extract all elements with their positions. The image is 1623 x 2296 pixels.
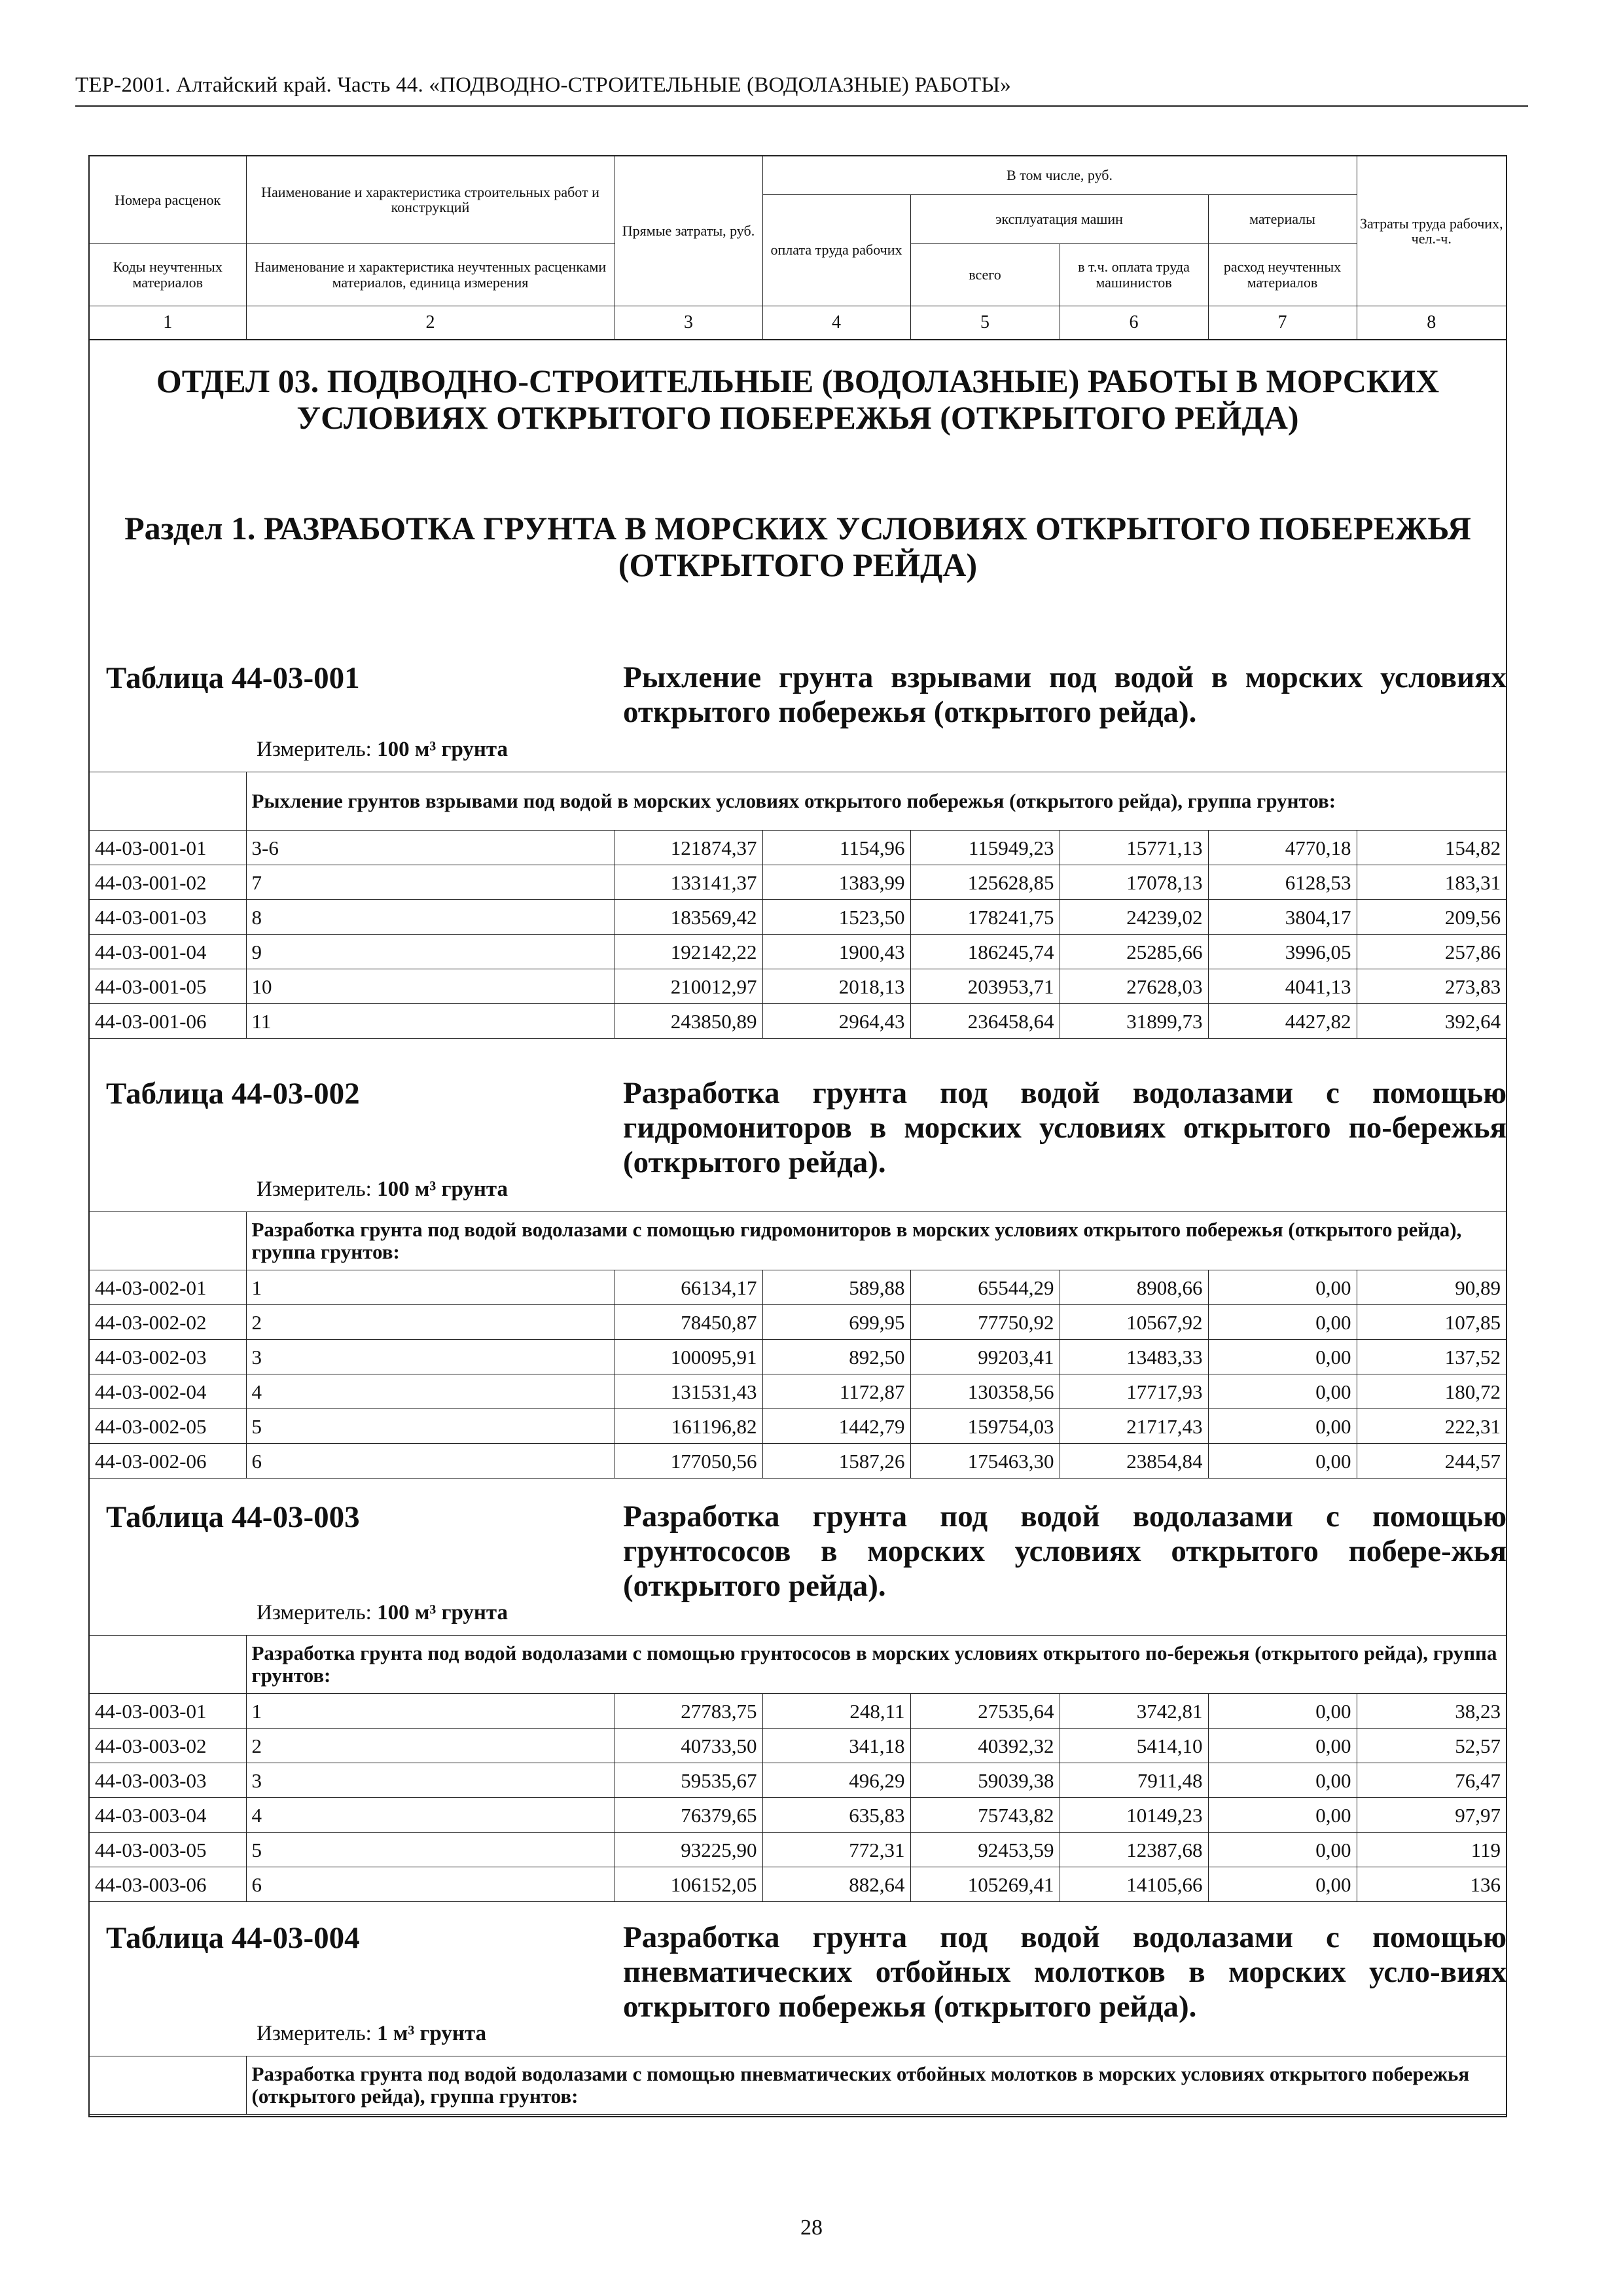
col-labor-costs: Затраты труда рабочих, чел.-ч.: [1357, 156, 1506, 306]
meter-value: 1 м³ грунта: [377, 2022, 487, 2045]
col-direct-costs: Прямые затраты, руб.: [615, 156, 762, 306]
soil-group-cell: 3: [246, 1340, 615, 1374]
value-cell: 137,52: [1357, 1340, 1506, 1374]
rate-code-cell: 44-03-003-05: [90, 1833, 246, 1867]
value-cell: 1154,96: [762, 831, 910, 865]
table-row: [90, 1305, 1506, 1340]
rate-code-cell: 44-03-003-04: [90, 1798, 246, 1833]
otdel-title: ОТДЕЛ 03. ПОДВОДНО-СТРОИТЕЛЬНЫЕ (ВОДОЛАЗНЫЕ) РАБОТЫ В МОРСКИХ УСЛОВИЯХ ОТКРЫТОГО ПОБЕРЕЖЬЯ (ОТКРЫТОГО РЕЙДА): [156, 363, 1440, 436]
price-table-frame: [88, 155, 1507, 2117]
value-cell: 177050,56: [615, 1444, 762, 1479]
value-cell: 1587,26: [762, 1444, 910, 1479]
rate-rows-table: [90, 1211, 1506, 1479]
value-cell: 273,83: [1357, 969, 1506, 1004]
value-cell: 131531,43: [615, 1374, 762, 1409]
value-cell: 0,00: [1208, 1444, 1357, 1479]
rate-code-cell: 44-03-002-04: [90, 1374, 246, 1409]
value-cell: 8908,66: [1060, 1270, 1208, 1305]
value-cell: 0,00: [1208, 1798, 1357, 1833]
col-materials: материалы: [1208, 194, 1357, 243]
col-number: 5: [910, 306, 1060, 340]
soil-group-cell: 2: [246, 1305, 615, 1340]
value-cell: 25285,66: [1060, 935, 1208, 969]
value-cell: 40392,32: [910, 1729, 1060, 1763]
soil-group-cell: 1: [246, 1270, 615, 1305]
table-meter: [257, 1177, 508, 1202]
value-cell: 175463,30: [910, 1444, 1060, 1479]
table-row: [90, 1867, 1506, 1902]
value-cell: 589,88: [762, 1270, 910, 1305]
value-cell: 248,11: [762, 1694, 910, 1729]
description-spacer: [90, 1636, 246, 1694]
table-description: Разработка грунта под водой водолазами с помощью гидромониторов в морских условиях открытого побережья (открытого рейда), группа грунтов:: [246, 1212, 1506, 1270]
table-row: [90, 935, 1506, 969]
col-number: 7: [1208, 306, 1357, 340]
value-cell: 186245,74: [910, 935, 1060, 969]
table-row: [90, 1340, 1506, 1374]
value-cell: 136: [1357, 1867, 1506, 1902]
value-cell: 0,00: [1208, 1763, 1357, 1798]
col-machinist-pay: в т.ч. оплата труда машинистов: [1060, 243, 1208, 306]
value-cell: 92453,59: [910, 1833, 1060, 1867]
value-cell: 10567,92: [1060, 1305, 1208, 1340]
value-cell: 5414,10: [1060, 1729, 1208, 1763]
value-cell: 76379,65: [615, 1798, 762, 1833]
value-cell: 27628,03: [1060, 969, 1208, 1004]
value-cell: 2964,43: [762, 1004, 910, 1039]
table-row: [90, 900, 1506, 935]
rate-code-cell: 44-03-002-01: [90, 1270, 246, 1305]
table-meter: [257, 738, 508, 762]
table-description: Разработка грунта под водой водолазами с помощью пневматических отбойных молотков в морских условиях открытого побережья (открытого рейда), группа грунтов:: [246, 2056, 1506, 2115]
rate-code-cell: 44-03-003-01: [90, 1694, 246, 1729]
value-cell: 13483,33: [1060, 1340, 1208, 1374]
value-cell: 244,57: [1357, 1444, 1506, 1479]
meter-value: 100 м³ грунта: [377, 1601, 508, 1624]
col-including: В том числе, руб.: [762, 156, 1357, 194]
table-title: Разработка грунта под водой водолазами с помощью гидромониторов в морских условиях открытого по-бережья (открытого рейда).: [623, 1076, 1507, 1179]
value-cell: 1172,87: [762, 1374, 910, 1409]
value-cell: 154,82: [1357, 831, 1506, 865]
table-row: [90, 1833, 1506, 1867]
value-cell: 99203,41: [910, 1340, 1060, 1374]
running-header: ТЕР-2001. Алтайский край. Часть 44. «ПОДВОДНО-СТРОИТЕЛЬНЫЕ (ВОДОЛАЗНЫЕ) РАБОТЫ»: [75, 73, 1011, 97]
col-number: 8: [1357, 306, 1506, 340]
col-number: 1: [90, 306, 246, 340]
col-machines: эксплуатация машин: [910, 194, 1208, 243]
table-row: [90, 1694, 1506, 1729]
value-cell: 4041,13: [1208, 969, 1357, 1004]
rate-code-cell: 44-03-002-02: [90, 1305, 246, 1340]
soil-group-cell: 9: [246, 935, 615, 969]
value-cell: 159754,03: [910, 1409, 1060, 1444]
soil-group-cell: 8: [246, 900, 615, 935]
value-cell: 21717,43: [1060, 1409, 1208, 1444]
razdel-title: Раздел 1. РАЗРАБОТКА ГРУНТА В МОРСКИХ УСЛОВИЯХ ОТКРЫТОГО ПОБЕРЕЖЬЯ (ОТКРЫТОГО РЕЙДА): [124, 510, 1471, 583]
value-cell: 0,00: [1208, 1694, 1357, 1729]
value-cell: 52,57: [1357, 1729, 1506, 1763]
value-cell: 882,64: [762, 1867, 910, 1902]
table-description: Рыхление грунтов взрывами под водой в морских условиях открытого побережья (открытого рейда), группа грунтов:: [246, 772, 1506, 831]
value-cell: 10149,23: [1060, 1798, 1208, 1833]
description-spacer: [90, 2056, 246, 2115]
value-cell: 38,23: [1357, 1694, 1506, 1729]
table-description: Разработка грунта под водой водолазами с помощью грунтососов в морских условиях открытого по-бережья (открытого рейда), группа грунтов:: [246, 1636, 1506, 1694]
value-cell: 0,00: [1208, 1374, 1357, 1409]
col-number: 3: [615, 306, 762, 340]
value-cell: 6128,53: [1208, 865, 1357, 900]
meter-label: Измеритель:: [257, 1177, 372, 1201]
rate-code-cell: 44-03-002-03: [90, 1340, 246, 1374]
rate-code-cell: 44-03-003-03: [90, 1763, 246, 1798]
col-work-name: Наименование и характеристика строительных работ и конструкций: [246, 156, 615, 243]
value-cell: 0,00: [1208, 1340, 1357, 1374]
value-cell: 15771,13: [1060, 831, 1208, 865]
rate-code-cell: 44-03-001-03: [90, 900, 246, 935]
value-cell: 699,95: [762, 1305, 910, 1340]
table-row: [90, 1409, 1506, 1444]
table-code: Таблица 44-03-003: [106, 1500, 360, 1534]
value-cell: 178241,75: [910, 900, 1060, 935]
value-cell: 635,83: [762, 1798, 910, 1833]
col-number: 4: [762, 306, 910, 340]
value-cell: 23854,84: [1060, 1444, 1208, 1479]
value-cell: 0,00: [1208, 1305, 1357, 1340]
table-row: [90, 1729, 1506, 1763]
value-cell: 78450,87: [615, 1305, 762, 1340]
value-cell: 7911,48: [1060, 1763, 1208, 1798]
rate-code-cell: 44-03-001-06: [90, 1004, 246, 1039]
value-cell: 59535,67: [615, 1763, 762, 1798]
value-cell: 1383,99: [762, 865, 910, 900]
soil-group-cell: 1: [246, 1694, 615, 1729]
value-cell: 0,00: [1208, 1867, 1357, 1902]
value-cell: 4427,82: [1208, 1004, 1357, 1039]
value-cell: 27535,64: [910, 1694, 1060, 1729]
table-meter: [257, 1601, 508, 1625]
header-rule: [75, 105, 1528, 107]
soil-group-cell: 6: [246, 1867, 615, 1902]
value-cell: 3996,05: [1208, 935, 1357, 969]
value-cell: 77750,92: [910, 1305, 1060, 1340]
value-cell: 93225,90: [615, 1833, 762, 1867]
value-cell: 209,56: [1357, 900, 1506, 935]
value-cell: 161196,82: [615, 1409, 762, 1444]
value-cell: 90,89: [1357, 1270, 1506, 1305]
table-row: [90, 1270, 1506, 1305]
value-cell: 0,00: [1208, 1409, 1357, 1444]
value-cell: 115949,23: [910, 831, 1060, 865]
rate-code-cell: 44-03-001-04: [90, 935, 246, 969]
rate-code-cell: 44-03-001-01: [90, 831, 246, 865]
table-row: [90, 1798, 1506, 1833]
value-cell: 0,00: [1208, 1833, 1357, 1867]
table-meter: [257, 2022, 486, 2046]
rate-rows-table: [90, 1635, 1506, 1902]
value-cell: 892,50: [762, 1340, 910, 1374]
value-cell: 121874,37: [615, 831, 762, 865]
col-rate-numbers: Номера расценок: [90, 156, 246, 243]
rate-rows-table: [90, 772, 1506, 1039]
description-spacer: [90, 772, 246, 831]
table-row: [90, 831, 1506, 865]
meter-label: Измеритель:: [257, 1601, 372, 1624]
value-cell: 243850,89: [615, 1004, 762, 1039]
soil-group-cell: 7: [246, 865, 615, 900]
soil-group-cell: 6: [246, 1444, 615, 1479]
value-cell: 236458,64: [910, 1004, 1060, 1039]
rate-code-cell: 44-03-001-05: [90, 969, 246, 1004]
column-header-table: [90, 156, 1506, 340]
value-cell: 125628,85: [910, 865, 1060, 900]
soil-group-cell: 11: [246, 1004, 615, 1039]
meter-value: 100 м³ грунта: [377, 738, 508, 761]
description-spacer: [90, 1212, 246, 1270]
col-material-name: Наименование и характеристика неучтенных расценками материалов, единица измерения: [246, 243, 615, 306]
value-cell: 3742,81: [1060, 1694, 1208, 1729]
table-row: [90, 1004, 1506, 1039]
table-row: [90, 865, 1506, 900]
rate-rows-table: [90, 2056, 1506, 2115]
value-cell: 17717,93: [1060, 1374, 1208, 1409]
soil-group-cell: 5: [246, 1833, 615, 1867]
value-cell: 31899,73: [1060, 1004, 1208, 1039]
value-cell: 183569,42: [615, 900, 762, 935]
soil-group-cell: 2: [246, 1729, 615, 1763]
value-cell: 75743,82: [910, 1798, 1060, 1833]
rate-code-cell: 44-03-001-02: [90, 865, 246, 900]
value-cell: 4770,18: [1208, 831, 1357, 865]
meter-label: Измеритель:: [257, 738, 372, 761]
value-cell: 105269,41: [910, 1867, 1060, 1902]
value-cell: 0,00: [1208, 1270, 1357, 1305]
table-title: Рыхление грунта взрывами под водой в морских условиях открытого побережья (открытого рейда).: [623, 660, 1507, 729]
value-cell: 1900,43: [762, 935, 910, 969]
col-labor-pay: оплата труда рабочих: [762, 194, 910, 306]
soil-group-cell: 3-6: [246, 831, 615, 865]
col-material-codes: Коды неучтенных материалов: [90, 243, 246, 306]
value-cell: 66134,17: [615, 1270, 762, 1305]
rate-code-cell: 44-03-002-06: [90, 1444, 246, 1479]
value-cell: 59039,38: [910, 1763, 1060, 1798]
value-cell: 183,31: [1357, 865, 1506, 900]
rate-code-cell: 44-03-002-05: [90, 1409, 246, 1444]
value-cell: 203953,71: [910, 969, 1060, 1004]
value-cell: 107,85: [1357, 1305, 1506, 1340]
table-row: [90, 1444, 1506, 1479]
rate-code-cell: 44-03-003-06: [90, 1867, 246, 1902]
value-cell: 119: [1357, 1833, 1506, 1867]
table-title: Разработка грунта под водой водолазами с помощью пневматических отбойных молотков в морских усло-виях открытого побережья (открытого рейда).: [623, 1920, 1507, 2024]
col-number: 6: [1060, 306, 1208, 340]
page-number: 28: [800, 2215, 823, 2240]
value-cell: 496,29: [762, 1763, 910, 1798]
soil-group-cell: 5: [246, 1409, 615, 1444]
value-cell: 222,31: [1357, 1409, 1506, 1444]
value-cell: 106152,05: [615, 1867, 762, 1902]
value-cell: 14105,66: [1060, 1867, 1208, 1902]
soil-group-cell: 10: [246, 969, 615, 1004]
value-cell: 257,86: [1357, 935, 1506, 969]
value-cell: 1523,50: [762, 900, 910, 935]
value-cell: 392,64: [1357, 1004, 1506, 1039]
value-cell: 133141,37: [615, 865, 762, 900]
table-row: [90, 969, 1506, 1004]
value-cell: 24239,02: [1060, 900, 1208, 935]
meter-value: 100 м³ грунта: [377, 1177, 508, 1201]
table-row: [90, 1374, 1506, 1409]
value-cell: 210012,97: [615, 969, 762, 1004]
value-cell: 2018,13: [762, 969, 910, 1004]
value-cell: 65544,29: [910, 1270, 1060, 1305]
table-row: [90, 1763, 1506, 1798]
table-code: Таблица 44-03-001: [106, 661, 360, 695]
value-cell: 27783,75: [615, 1694, 762, 1729]
soil-group-cell: 3: [246, 1763, 615, 1798]
soil-group-cell: 4: [246, 1374, 615, 1409]
value-cell: 17078,13: [1060, 865, 1208, 900]
value-cell: 97,97: [1357, 1798, 1506, 1833]
soil-group-cell: 4: [246, 1798, 615, 1833]
value-cell: 100095,91: [615, 1340, 762, 1374]
value-cell: 180,72: [1357, 1374, 1506, 1409]
table-code: Таблица 44-03-002: [106, 1077, 360, 1111]
table-code: Таблица 44-03-004: [106, 1921, 360, 1955]
value-cell: 341,18: [762, 1729, 910, 1763]
value-cell: 192142,22: [615, 935, 762, 969]
value-cell: 772,31: [762, 1833, 910, 1867]
value-cell: 12387,68: [1060, 1833, 1208, 1867]
value-cell: 3804,17: [1208, 900, 1357, 935]
col-number: 2: [246, 306, 615, 340]
rate-code-cell: 44-03-003-02: [90, 1729, 246, 1763]
table-title: Разработка грунта под водой водолазами с помощью грунтососов в морских условиях открытого побере-жья (открытого рейда).: [623, 1499, 1507, 1603]
value-cell: 1442,79: [762, 1409, 910, 1444]
value-cell: 40733,50: [615, 1729, 762, 1763]
meter-label: Измеритель:: [257, 2022, 372, 2045]
value-cell: 76,47: [1357, 1763, 1506, 1798]
value-cell: 0,00: [1208, 1729, 1357, 1763]
col-materials-consumption: расход неучтенных материалов: [1208, 243, 1357, 306]
value-cell: 130358,56: [910, 1374, 1060, 1409]
col-machines-total: всего: [910, 243, 1060, 306]
